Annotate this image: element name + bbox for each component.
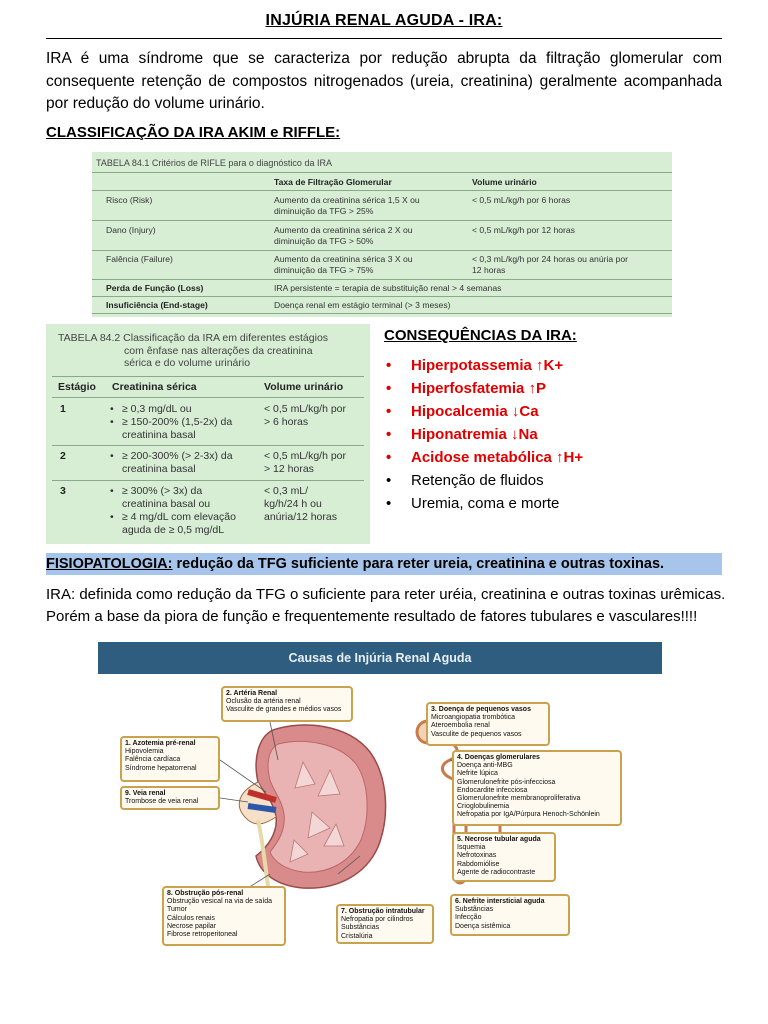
cause-line: Cálculos renais <box>167 914 215 922</box>
rifle-row-tfg: diminuição da TFG > 50% <box>274 236 374 246</box>
cause-title: 2. Artéria Renal <box>226 690 278 697</box>
bullet-icon: • <box>386 449 392 466</box>
rifle-row-label: Risco (Risk) <box>106 195 153 205</box>
bullet-icon: • <box>386 403 392 420</box>
akin-caption-line: sérica e do volume urinário <box>124 357 251 369</box>
akin-caption-line: com ênfase nas alterações da creatinina <box>124 344 313 357</box>
cause-line: Doença sistêmica <box>455 922 511 930</box>
consequences-heading: CONSEQUÊNCIAS DA IRA: <box>384 327 577 344</box>
cause-title: 7. Obstrução intratubular <box>341 908 425 915</box>
cause-line: Trombose de veia renal <box>125 798 199 806</box>
bullet-icon: • <box>110 485 114 497</box>
rifle-row-label: Insuficiência (End-stage) <box>106 300 208 310</box>
akin-volume: < 0,5 mL/kg/h por <box>264 403 347 415</box>
cause-line: Fibrose retroperitoneal <box>167 931 238 939</box>
rifle-rule <box>92 279 672 280</box>
fisiopatologia-label: FISIOPATOLOGIA: <box>46 556 173 572</box>
akin-caption <box>58 332 358 370</box>
list-item <box>384 492 583 515</box>
akin-creatinine: creatinina basal <box>122 463 196 475</box>
cause-line: Ateroembolia renal <box>431 722 490 730</box>
rifle-rule <box>92 172 672 173</box>
cause-line: Nefropatia por IgA/Púrpura Henoch-Schönlein <box>457 811 600 819</box>
list-item <box>384 377 583 400</box>
rifle-row-tfg: diminuição da TFG > 75% <box>274 265 374 275</box>
cause-line: Vasculite de pequenos vasos <box>431 730 522 738</box>
akin-creatinine: ≥ 150-200% (1,5-2x) da <box>122 416 233 428</box>
akin-header-volume: Volume urinário <box>264 381 344 393</box>
consequence-text: Retenção de fluidos <box>411 472 544 489</box>
cause-line: Síndrome hepatorrenal <box>125 764 197 772</box>
consequence-text: Hipocalcemia ↓Ca <box>411 403 539 420</box>
classification-heading: CLASSIFICAÇÃO DA IRA AKIM e RIFFLE: <box>46 124 341 141</box>
akin-creatinine: creatinina basal ou <box>122 498 211 510</box>
cause-line: Nefrite lúpica <box>457 770 498 778</box>
rifle-rule <box>92 220 672 221</box>
akin-creatinine: ≥ 300% (> 3x) da <box>122 485 203 497</box>
akin-volume: > 12 horas <box>264 463 314 475</box>
bullet-icon: • <box>386 495 392 512</box>
cause-line: Glomerulonefrite pós-infecciosa <box>457 778 556 786</box>
rifle-caption: TABELA 84.1 Critérios de RIFLE para o diagnóstico da IRA <box>96 158 332 168</box>
cause-line: Endocardite infecciosa <box>457 786 528 794</box>
akin-table <box>46 324 370 544</box>
cause-line: Substâncias <box>341 924 380 932</box>
akin-creatinine: aguda de ≥ 0,5 mg/dL <box>122 524 225 536</box>
cause-box-prerenal <box>120 736 220 782</box>
fisiopatologia-text: redução da TFG suficiente para reter ureia, creatinina e outras toxinas. <box>172 556 665 572</box>
bullet-icon: • <box>110 403 114 415</box>
consequence-text: Hiperfosfatemia ↑P <box>411 380 547 397</box>
cause-title: 3. Doença de pequenos vasos <box>431 706 531 713</box>
cause-box-glomerular <box>452 750 622 826</box>
rifle-row-volume: < 0,3 mL/kg/h por 24 horas ou anúria por <box>472 254 628 264</box>
consequences-list <box>384 354 583 515</box>
list-item <box>384 354 583 377</box>
consequence-text: Hiponatremia ↓Na <box>411 426 538 443</box>
cause-line: Vasculite de grandes e médios vasos <box>226 706 342 714</box>
rifle-row-volume: < 0,5 mL/kg/h por 6 horas <box>472 195 571 205</box>
akin-volume: kg/h/24 h ou <box>264 498 322 510</box>
rifle-row-tfg: Aumento da creatinina sérica 1,5 X ou <box>274 195 420 205</box>
rifle-row-tfg: IRA persistente = terapia de substituição renal > 4 semanas <box>274 283 502 293</box>
list-item <box>384 423 583 446</box>
akin-volume: anúria/12 horas <box>264 511 337 523</box>
akin-stage: 3 <box>60 485 66 497</box>
rifle-rule <box>92 250 672 251</box>
cause-title: 6. Nefrite intersticial aguda <box>455 898 545 905</box>
bullet-icon: • <box>386 357 392 374</box>
consequence-text: Hiperpotassemia ↑K+ <box>411 357 564 374</box>
bullet-icon: • <box>386 380 392 397</box>
cause-line: Obstrução vesical na via de saída <box>167 898 273 906</box>
cause-line: Infecção <box>455 914 482 922</box>
ira-definition: IRA: definida como redução da TFG o suficiente para reter uréia, creatinina e outras toxinas urêmicas. Porém a base da piora de função e frequentemente resultado de fatores tubulares e vasculares!!!! <box>46 586 726 625</box>
intro-paragraph: IRA é uma síndrome que se caracteriza por redução abrupta da filtração glomerular com consequente retenção de compostos nitrogenados (ureia, creatinina) geralmente acompanhada por redução do volume urinário. <box>46 50 722 112</box>
rifle-row-tfg: diminuição da TFG > 25% <box>274 206 374 216</box>
cause-box-small-vessels <box>426 702 550 746</box>
bullet-icon: • <box>110 450 114 462</box>
akin-creatinine: ≥ 200-300% (> 2-3x) da <box>122 450 233 462</box>
title-divider <box>46 38 722 39</box>
akin-creatinine: creatinina basal <box>122 429 196 441</box>
cause-line: Falência cardíaca <box>125 756 181 764</box>
akin-rule <box>52 397 364 398</box>
cause-box-renal-artery <box>221 686 353 722</box>
cause-title: 1. Azotemia pré-renal <box>125 740 196 747</box>
akin-creatinine: ≥ 4 mg/dL com elevação <box>122 511 236 523</box>
cause-box-intratubular <box>336 904 434 944</box>
cause-line: Oclusão da artéria renal <box>226 698 301 706</box>
rifle-header-volume: Volume urinário <box>472 177 537 187</box>
akin-rule <box>52 445 364 446</box>
causes-diagram <box>98 642 662 950</box>
cause-title: 4. Doenças glomerulares <box>457 754 540 761</box>
cause-line: Agente de radiocontraste <box>457 868 536 876</box>
akin-stage: 2 <box>60 450 66 462</box>
rifle-rule <box>92 313 672 314</box>
akin-header-stage: Estágio <box>58 381 96 393</box>
bullet-icon: • <box>386 426 392 443</box>
akin-volume: < 0,5 mL/kg/h por <box>264 450 347 462</box>
cause-line: Nefropatia por cilindros <box>341 916 413 924</box>
cause-line: Rabdomiólise <box>457 860 500 868</box>
cause-line: Crioglobulinemia <box>457 803 510 811</box>
rifle-row-label: Perda de Função (Loss) <box>106 283 204 293</box>
akin-stage: 1 <box>60 403 66 415</box>
rifle-row-volume: 12 horas <box>472 265 506 275</box>
cause-title: 8. Obstrução pós-renal <box>167 890 244 897</box>
list-item <box>384 469 583 492</box>
cause-box-atn <box>452 832 556 882</box>
akin-rule <box>52 376 364 377</box>
cause-line: Hipovolemia <box>125 748 164 756</box>
page-title: INJÚRIA RENAL AGUDA - IRA: <box>265 12 503 29</box>
cause-box-renal-vein <box>120 786 220 810</box>
cause-line: Microangiopatia trombótica <box>431 714 516 722</box>
akin-header-creatinine: Creatinina sérica <box>112 381 197 393</box>
cause-title: 5. Necrose tubular aguda <box>457 836 541 843</box>
cause-box-interstitial <box>450 894 570 936</box>
akin-creatinine: ≥ 0,3 mg/dL ou <box>122 403 192 415</box>
fisiopatologia-banner <box>46 553 722 575</box>
consequence-text: Uremia, coma e morte <box>411 495 560 512</box>
bullet-icon: • <box>386 472 392 489</box>
list-item <box>384 400 583 423</box>
cause-line: Doença anti-MBG <box>457 762 513 770</box>
diagram-banner: Causas de Injúria Renal Aguda <box>98 642 662 674</box>
rifle-header-tfg: Taxa de Filtração Glomerular <box>274 177 392 187</box>
akin-rule <box>52 480 364 481</box>
rifle-row-tfg: Aumento da creatinina sérica 2 X ou <box>274 225 413 235</box>
cause-line: Substâncias <box>455 906 494 914</box>
akin-caption-line: TABELA 84.2 Classificação da IRA em diferentes estágios <box>58 332 329 344</box>
cause-line: Cristalúria <box>341 932 373 940</box>
bullet-icon: • <box>110 416 114 428</box>
cause-line: Glomerulonefrite membranoproliferativa <box>457 795 581 803</box>
cause-line: Nefrotoxinas <box>457 852 497 860</box>
cause-box-postrenal <box>162 886 286 946</box>
rifle-rule <box>92 296 672 297</box>
consequence-text: Acidose metabólica ↑H+ <box>411 449 584 466</box>
akin-volume: < 0,3 mL/ <box>264 485 309 497</box>
rifle-rule <box>92 190 672 191</box>
rifle-row-label: Falência (Failure) <box>106 254 173 264</box>
cause-title: 9. Veia renal <box>125 790 166 797</box>
rifle-row-tfg: Doença renal em estágio terminal (> 3 meses) <box>274 300 451 310</box>
rifle-table <box>92 152 672 317</box>
cause-line: Isquemia <box>457 844 486 852</box>
cause-line: Tumor <box>167 906 187 914</box>
rifle-row-volume: < 0,5 mL/kg/h por 12 horas <box>472 225 575 235</box>
cause-line: Necrose papilar <box>167 922 217 930</box>
bullet-icon: • <box>110 511 114 523</box>
rifle-row-label: Dano (Injury) <box>106 225 156 235</box>
akin-volume: > 6 horas <box>264 416 309 428</box>
rifle-row-tfg: Aumento da creatinina sérica 3 X ou <box>274 254 413 264</box>
list-item <box>384 446 583 469</box>
